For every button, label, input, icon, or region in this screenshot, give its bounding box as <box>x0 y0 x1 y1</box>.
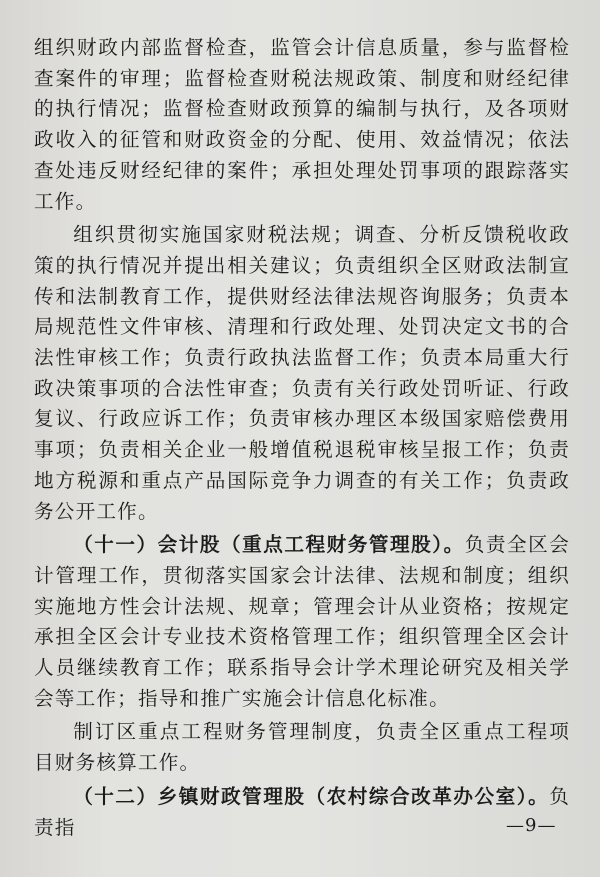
section-12-heading: （十二）乡镇财政管理股（农村综合改革办公室）。 <box>73 784 550 808</box>
paragraph-key-projects: 制订区重点工程财务管理制度，负责全区重点工程项目财务核算工作。 <box>34 720 570 775</box>
page-number: —9— <box>506 815 557 836</box>
section-accounting <box>34 530 570 714</box>
section-12-body: 负责指 <box>34 784 570 839</box>
section-township-finance <box>34 782 570 843</box>
section-11-body: 负责全区会计管理工作，贯彻落实国家会计法律、法规和制度；组织实施地方性会计法规、规章；管理会计从业资格；按规定承担全区会计专业技术资格管理工作；组织管理全区会计人员继续教育工作；联系指导会计学术理论研究及相关学会等工作；指导和推广实施会计信息化标准。 <box>34 533 571 710</box>
paragraph-tax-law: 组织贯彻实施国家财税法规；调查、分析反馈税收政策的执行情况并提出相关建议；负责组织全区财政法制宣传和法制教育工作，提供财经法律法规咨询服务；负责本局规范性文件审核、清理和行政处理、处罚决定文书的合法性审核工作；负责行政执法监督工作；负责本局重大行政决策事项的合法性审查；负责有关行政处罚听证、行政复议、行政应诉工作；负责审核办理区本级国家赔偿费用事项；负责相关企业一般增值税退税审核呈报工作；负责地方税源和重点产品国际竞争力调查的有关工作；负责政务公开工作。 <box>34 223 570 523</box>
paragraph-supervision: 组织财政内部监督检查，监管会计信息质量，参与监督检查案件的审理；监督检查财税法规政策、制度和财经纪律的执行情况；监督检查财政预算的编制与执行，及各项财政收入的征管和财政资金的分配、使用、效益情况；依法查处违反财经纪律的案件；承担处理处罚事项的跟踪落实工作。 <box>34 36 570 213</box>
document-body <box>34 33 570 843</box>
section-11-heading: （十一）会计股（重点工程财务管理股）。 <box>73 533 465 557</box>
